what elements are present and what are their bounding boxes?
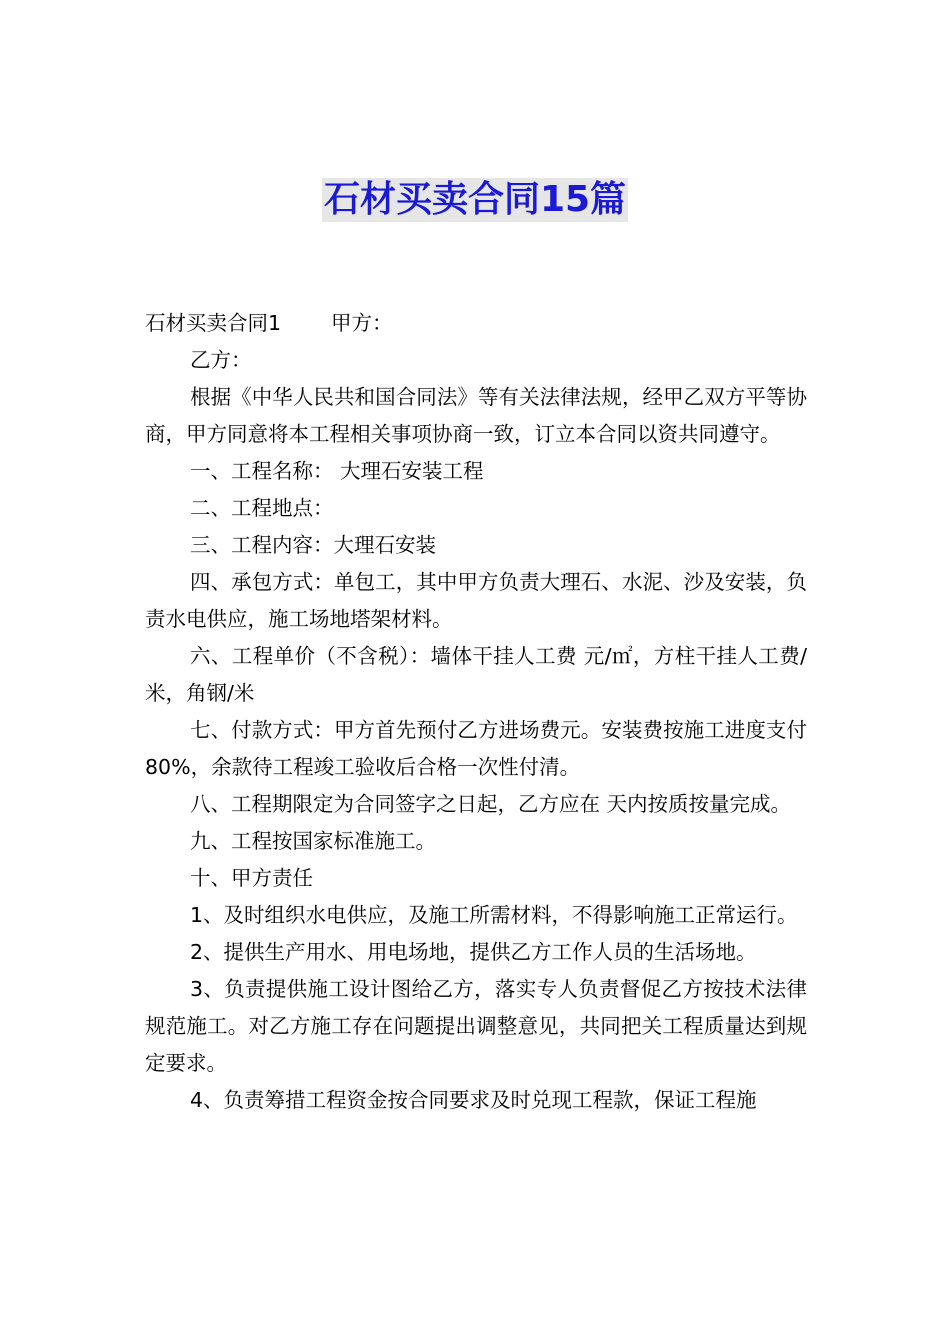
contract-heading-line bbox=[145, 305, 807, 342]
paragraph: 4、负责筹措工程资金按合同要求及时兑现工程款，保证工程施 bbox=[190, 1088, 757, 1112]
paragraph: 九、工程按国家标准施工。 bbox=[190, 829, 436, 853]
paragraph: 六、工程单价（不含税）：墙体干挂人工费 元/㎡，方柱干挂人工费/米，角钢/米 bbox=[145, 644, 807, 705]
paragraph: 八、工程期限定为合同签字之日起，乙方应在 天内按质按量完成。 bbox=[190, 792, 792, 816]
document-title: 石材买卖合同15篇 bbox=[323, 179, 627, 220]
paragraph: 一、工程名称： 大理石安装工程 bbox=[190, 459, 484, 483]
paragraph: 1、及时组织水电供应，及施工所需材料，不得影响施工正常运行。 bbox=[190, 903, 798, 927]
paragraph: 3、负责提供施工设计图给乙方，落实专人负责督促乙方按技术法律规范施工。对乙方施工存在问题提出调整意见，共同把关工程质量达到规定要求。 bbox=[145, 977, 807, 1075]
paragraph: 乙方： bbox=[190, 348, 252, 372]
paragraph: 2、提供生产用水、用电场地，提供乙方工作人员的生活场地。 bbox=[190, 940, 757, 964]
paragraph: 十、甲方责任 bbox=[190, 866, 313, 890]
title-container bbox=[0, 178, 950, 222]
paragraph: 二、工程地点： bbox=[190, 496, 334, 520]
party-a-label: 甲方： bbox=[331, 311, 393, 335]
paragraph: 根据《中华人民共和国合同法》等有关法律法规，经甲乙双方平等协商，甲方同意将本工程相关事项协商一致，订立本合同以资共同遵守。 bbox=[145, 385, 807, 446]
contract-heading: 石材买卖合同1 bbox=[145, 311, 282, 335]
paragraph: 七、付款方式：甲方首先预付乙方进场费元。安装费按施工进度支付80%，余款待工程竣工验收后合格一次性付清。 bbox=[145, 718, 807, 779]
document-body bbox=[145, 305, 807, 1119]
paragraph: 三、工程内容：大理石安装 bbox=[190, 533, 436, 557]
paragraph: 四、承包方式：单包工，其中甲方负责大理石、水泥、沙及安装，负责水电供应，施工场地塔架材料。 bbox=[145, 570, 807, 631]
